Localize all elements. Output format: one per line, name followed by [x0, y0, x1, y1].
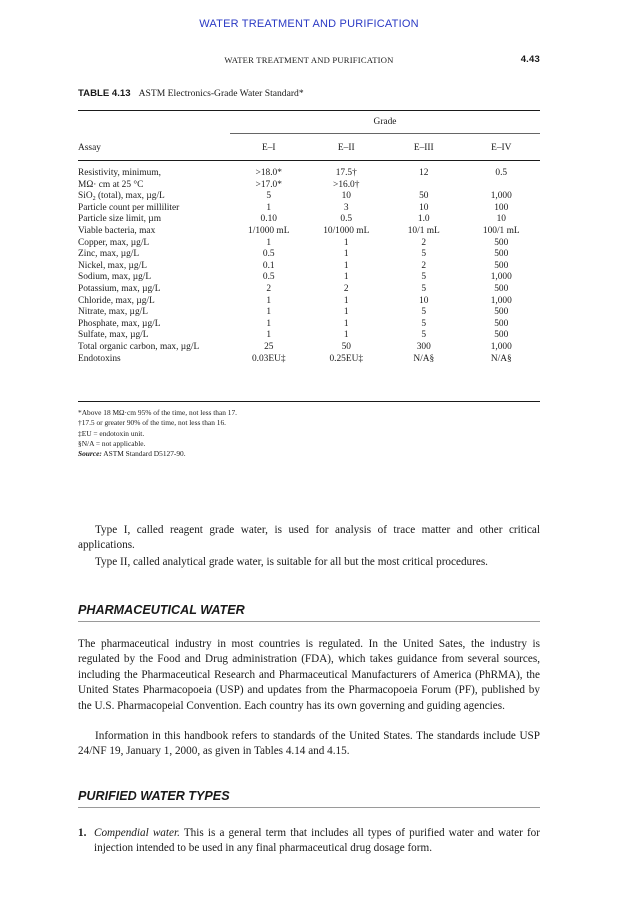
grade-value-cell-e1: 1 [266, 330, 272, 341]
footnote: *Above 18 MΩ·cm 95% of the time, not less than 17. [78, 408, 238, 417]
assay-cell: Total organic carbon, max, µg/L [78, 341, 200, 352]
table-number: TABLE 4.13 [78, 88, 131, 99]
running-head-title: WATER TREATMENT AND PURIFICATION [224, 55, 394, 65]
grade-value-cell-e1: 0.03EU‡ [251, 353, 286, 364]
grade-value-cell-e3: 50 [419, 191, 429, 202]
grade-group-header: Grade [373, 117, 397, 127]
grade-value-cell-e3: 12 [419, 168, 429, 178]
grade-value-cell-e1: 1 [266, 237, 272, 248]
assay-cell: Zinc, max, µg/L [78, 249, 140, 260]
table-row [78, 249, 540, 261]
grade-value-cell-e3: N/A§ [413, 353, 435, 364]
grade-value-cell-e2: 1 [343, 307, 349, 318]
paragraph-type-2: Type II, called analytical grade water, is suitable for all but the most critical procedures. [95, 556, 488, 568]
table-row [78, 307, 540, 319]
table-caption [78, 88, 304, 99]
grade-value-cell-e4: 1,000 [490, 341, 512, 352]
grade-value-cell-e3 [385, 180, 463, 192]
grade-value-cell-e2: 0.25EU‡ [329, 353, 364, 364]
grade-value-cell-e4: 0.5 [495, 168, 508, 178]
assay-cell: Endotoxins [78, 353, 121, 364]
table-row [78, 330, 540, 342]
table-row [78, 296, 540, 308]
grade-value-cell-e4: N/A§ [490, 353, 512, 364]
table-row [78, 191, 540, 203]
source-label: Source: [78, 449, 102, 459]
grade-value-cell-e1: 0.1 [262, 260, 275, 271]
grade-value-cell-e4: 1,000 [490, 295, 512, 306]
grade-value-cell-e2: 2 [343, 283, 349, 294]
col-header-assay: Assay [78, 143, 101, 154]
grade-value-cell-e1: 1 [266, 295, 272, 306]
grade-value-cell-e3: 5 [421, 318, 427, 329]
source-text: ASTM Standard D5127-90. [103, 449, 186, 459]
table-header-row [78, 140, 540, 158]
assay-cell: Particle count per milliliter [78, 202, 180, 213]
assay-cell: Viable bacteria, max [78, 225, 156, 236]
assay-cell: SiO$_2$ (total), max, µg/L [78, 191, 165, 203]
table-row [78, 272, 540, 284]
section-heading-pharmaceutical-water: PHARMACEUTICAL WATER [78, 603, 245, 617]
grade-value-cell-e4: 100 [494, 202, 509, 213]
table-row [78, 284, 540, 296]
grade-value-cell-e3: 10 [419, 202, 429, 213]
section-rule [78, 621, 540, 622]
grade-value-cell-e1: 0.5 [262, 249, 275, 260]
grade-rule [230, 133, 540, 134]
grade-value-cell-e3: 5 [421, 272, 427, 283]
grade-value-cell-e2: >16.0† [333, 179, 360, 190]
paragraph-standards: Information in this handbook refers to standards of the United States. The standards include USP 24/NF 19, January 1, 2000, as given in Tables 4.14 and 4.15. [78, 730, 540, 758]
table-footnotes [78, 408, 237, 459]
table-row [78, 342, 540, 354]
col-header-e1: E–I [261, 143, 276, 154]
grade-value-cell-e1: 25 [264, 341, 274, 352]
table-row [78, 319, 540, 331]
col-header-e2: E–II [337, 143, 355, 154]
grade-value-cell-e4: 500 [494, 249, 509, 260]
grade-value-cell-e4 [463, 180, 541, 192]
assay-cell: Chloride, max, µg/L [78, 295, 155, 306]
list-item-term: Compendial water. [94, 827, 180, 839]
grade-value-cell-e3: 1.0 [417, 214, 430, 225]
grade-value-cell-e1: 1 [266, 318, 272, 329]
grade-value-cell-e1: >18.0* [255, 168, 282, 178]
grade-value-cell-e3: 2 [421, 260, 427, 271]
grade-value-cell-e1: 1 [266, 202, 272, 213]
assay-cell: Sodium, max, µg/L [78, 272, 152, 283]
paragraph-type-1: Type I, called reagent grade water, is used for analysis of trace matter and other critical applications. [78, 524, 540, 552]
table-bottom-rule [78, 401, 540, 402]
grade-value-cell-e4: 500 [494, 283, 509, 294]
table-row [78, 354, 540, 366]
assay-cell: Nickel, max, µg/L [78, 260, 147, 271]
grade-value-cell-e4: 1,000 [490, 191, 512, 202]
list-item-number: 1. [78, 827, 87, 839]
grade-value-cell-e1: 0.5 [262, 272, 275, 283]
grade-value-cell-e3: 10/1 mL [407, 225, 440, 236]
table-row [78, 214, 540, 226]
grade-value-cell-e2: 0.5 [340, 214, 353, 225]
assay-cell: Potassium, max, µg/L [78, 283, 161, 294]
grade-value-cell-e1: 1/1000 mL [248, 225, 290, 236]
grade-value-cell-e4: 10 [496, 214, 506, 225]
grade-value-cell-e2: 1 [343, 272, 349, 283]
grade-value-cell-e1: 0.10 [260, 214, 277, 225]
table-row [78, 180, 540, 192]
grade-value-cell-e3: 5 [421, 307, 427, 318]
grade-value-cell-e2: 17.5† [335, 168, 357, 178]
document-banner: WATER TREATMENT AND PURIFICATION [199, 18, 419, 30]
grade-value-cell-e1: >17.0* [255, 179, 282, 190]
paragraph-pharma-regulation: The pharmaceutical industry in most countries is regulated. In the United Sates, the industry is regulated by the Food and Drug administration (FDA), which takes guidance from several sources, including the Pharmaceutical Research and Pharmaceutical Manufacturers of America (PhRMA), the United States Pharmacopoeia (USP) and updates from the Pharmacopoeia Forum (PF), published by the U.S. Pharmacopeial Convention. Each country has its own governing and guiding agencies. [78, 638, 540, 712]
page-number: 4.43 [520, 54, 540, 65]
grade-value-cell-e3: 300 [416, 341, 431, 352]
table-row [78, 261, 540, 273]
grade-value-cell-e4: 100/1 mL [482, 225, 520, 236]
footnote: †17.5 or greater 90% of the time, not less than 16. [78, 418, 226, 428]
table-source [78, 449, 237, 459]
table-row [78, 226, 540, 238]
grade-value-cell-e2: 1 [343, 330, 349, 341]
assay-cell: Resistivity, minimum, [78, 168, 161, 178]
grade-value-cell-e2: 1 [343, 260, 349, 271]
table-top-rule [78, 110, 540, 111]
list-item-text: This is a general term that includes all types of purified water and water for injection intended to be used in any final pharmaceutical drug dosage form. [94, 827, 540, 855]
grade-value-cell-e2: 1 [343, 249, 349, 260]
footnote: §N/A = not applicable. [78, 438, 146, 448]
grade-value-cell-e3: 5 [421, 283, 427, 294]
grade-value-cell-e4: 500 [494, 318, 509, 329]
assay-cell: Nitrate, max, µg/L [78, 307, 148, 318]
table-body [78, 158, 540, 365]
water-standard-table [78, 140, 540, 365]
grade-value-cell-e1: 1 [266, 307, 272, 318]
grade-value-cell-e3: 10 [419, 295, 429, 306]
grade-value-cell-e2: 1 [343, 295, 349, 306]
grade-value-cell-e4: 500 [494, 260, 509, 271]
grade-value-cell-e1: 5 [266, 191, 272, 202]
table-row [78, 203, 540, 215]
list-item [78, 826, 540, 857]
grade-value-cell-e3: 5 [421, 249, 427, 260]
grade-value-cell-e2: 10/1000 mL [323, 225, 370, 236]
section-rule [78, 807, 540, 808]
grade-value-cell-e2: 50 [341, 341, 351, 352]
grade-value-cell-e4: 500 [494, 307, 509, 318]
grade-value-cell-e1: 2 [266, 283, 272, 294]
table-row [78, 168, 540, 180]
grade-value-cell-e2: 1 [343, 237, 349, 248]
table-row [78, 238, 540, 250]
grade-value-cell-e2: 10 [341, 191, 351, 202]
assay-cell: Sulfate, max, µg/L [78, 330, 149, 341]
col-header-e4: E–IV [491, 143, 512, 154]
grade-value-cell-e2: 1 [343, 318, 349, 329]
grade-value-cell-e2: 3 [343, 202, 349, 213]
table-title: ASTM Electronics-Grade Water Standard* [138, 88, 304, 99]
col-header-e3: E–III [413, 143, 434, 154]
grade-value-cell-e4: 500 [494, 330, 509, 341]
assay-cell: Copper, max, µg/L [78, 237, 150, 248]
section-heading-purified-water-types: PURIFIED WATER TYPES [78, 789, 230, 803]
footnote: ‡EU = endotoxin unit. [78, 428, 145, 438]
assay-cell: MΩ· cm at 25 °C [78, 179, 144, 190]
assay-cell: Particle size limit, µm [78, 214, 161, 225]
grade-value-cell-e4: 500 [494, 237, 509, 248]
grade-value-cell-e3: 2 [421, 237, 427, 248]
list-item-body [94, 826, 540, 857]
assay-cell: Phosphate, max, µg/L [78, 318, 161, 329]
grade-value-cell-e4: 1,000 [490, 272, 512, 283]
grade-value-cell-e3: 5 [421, 330, 427, 341]
